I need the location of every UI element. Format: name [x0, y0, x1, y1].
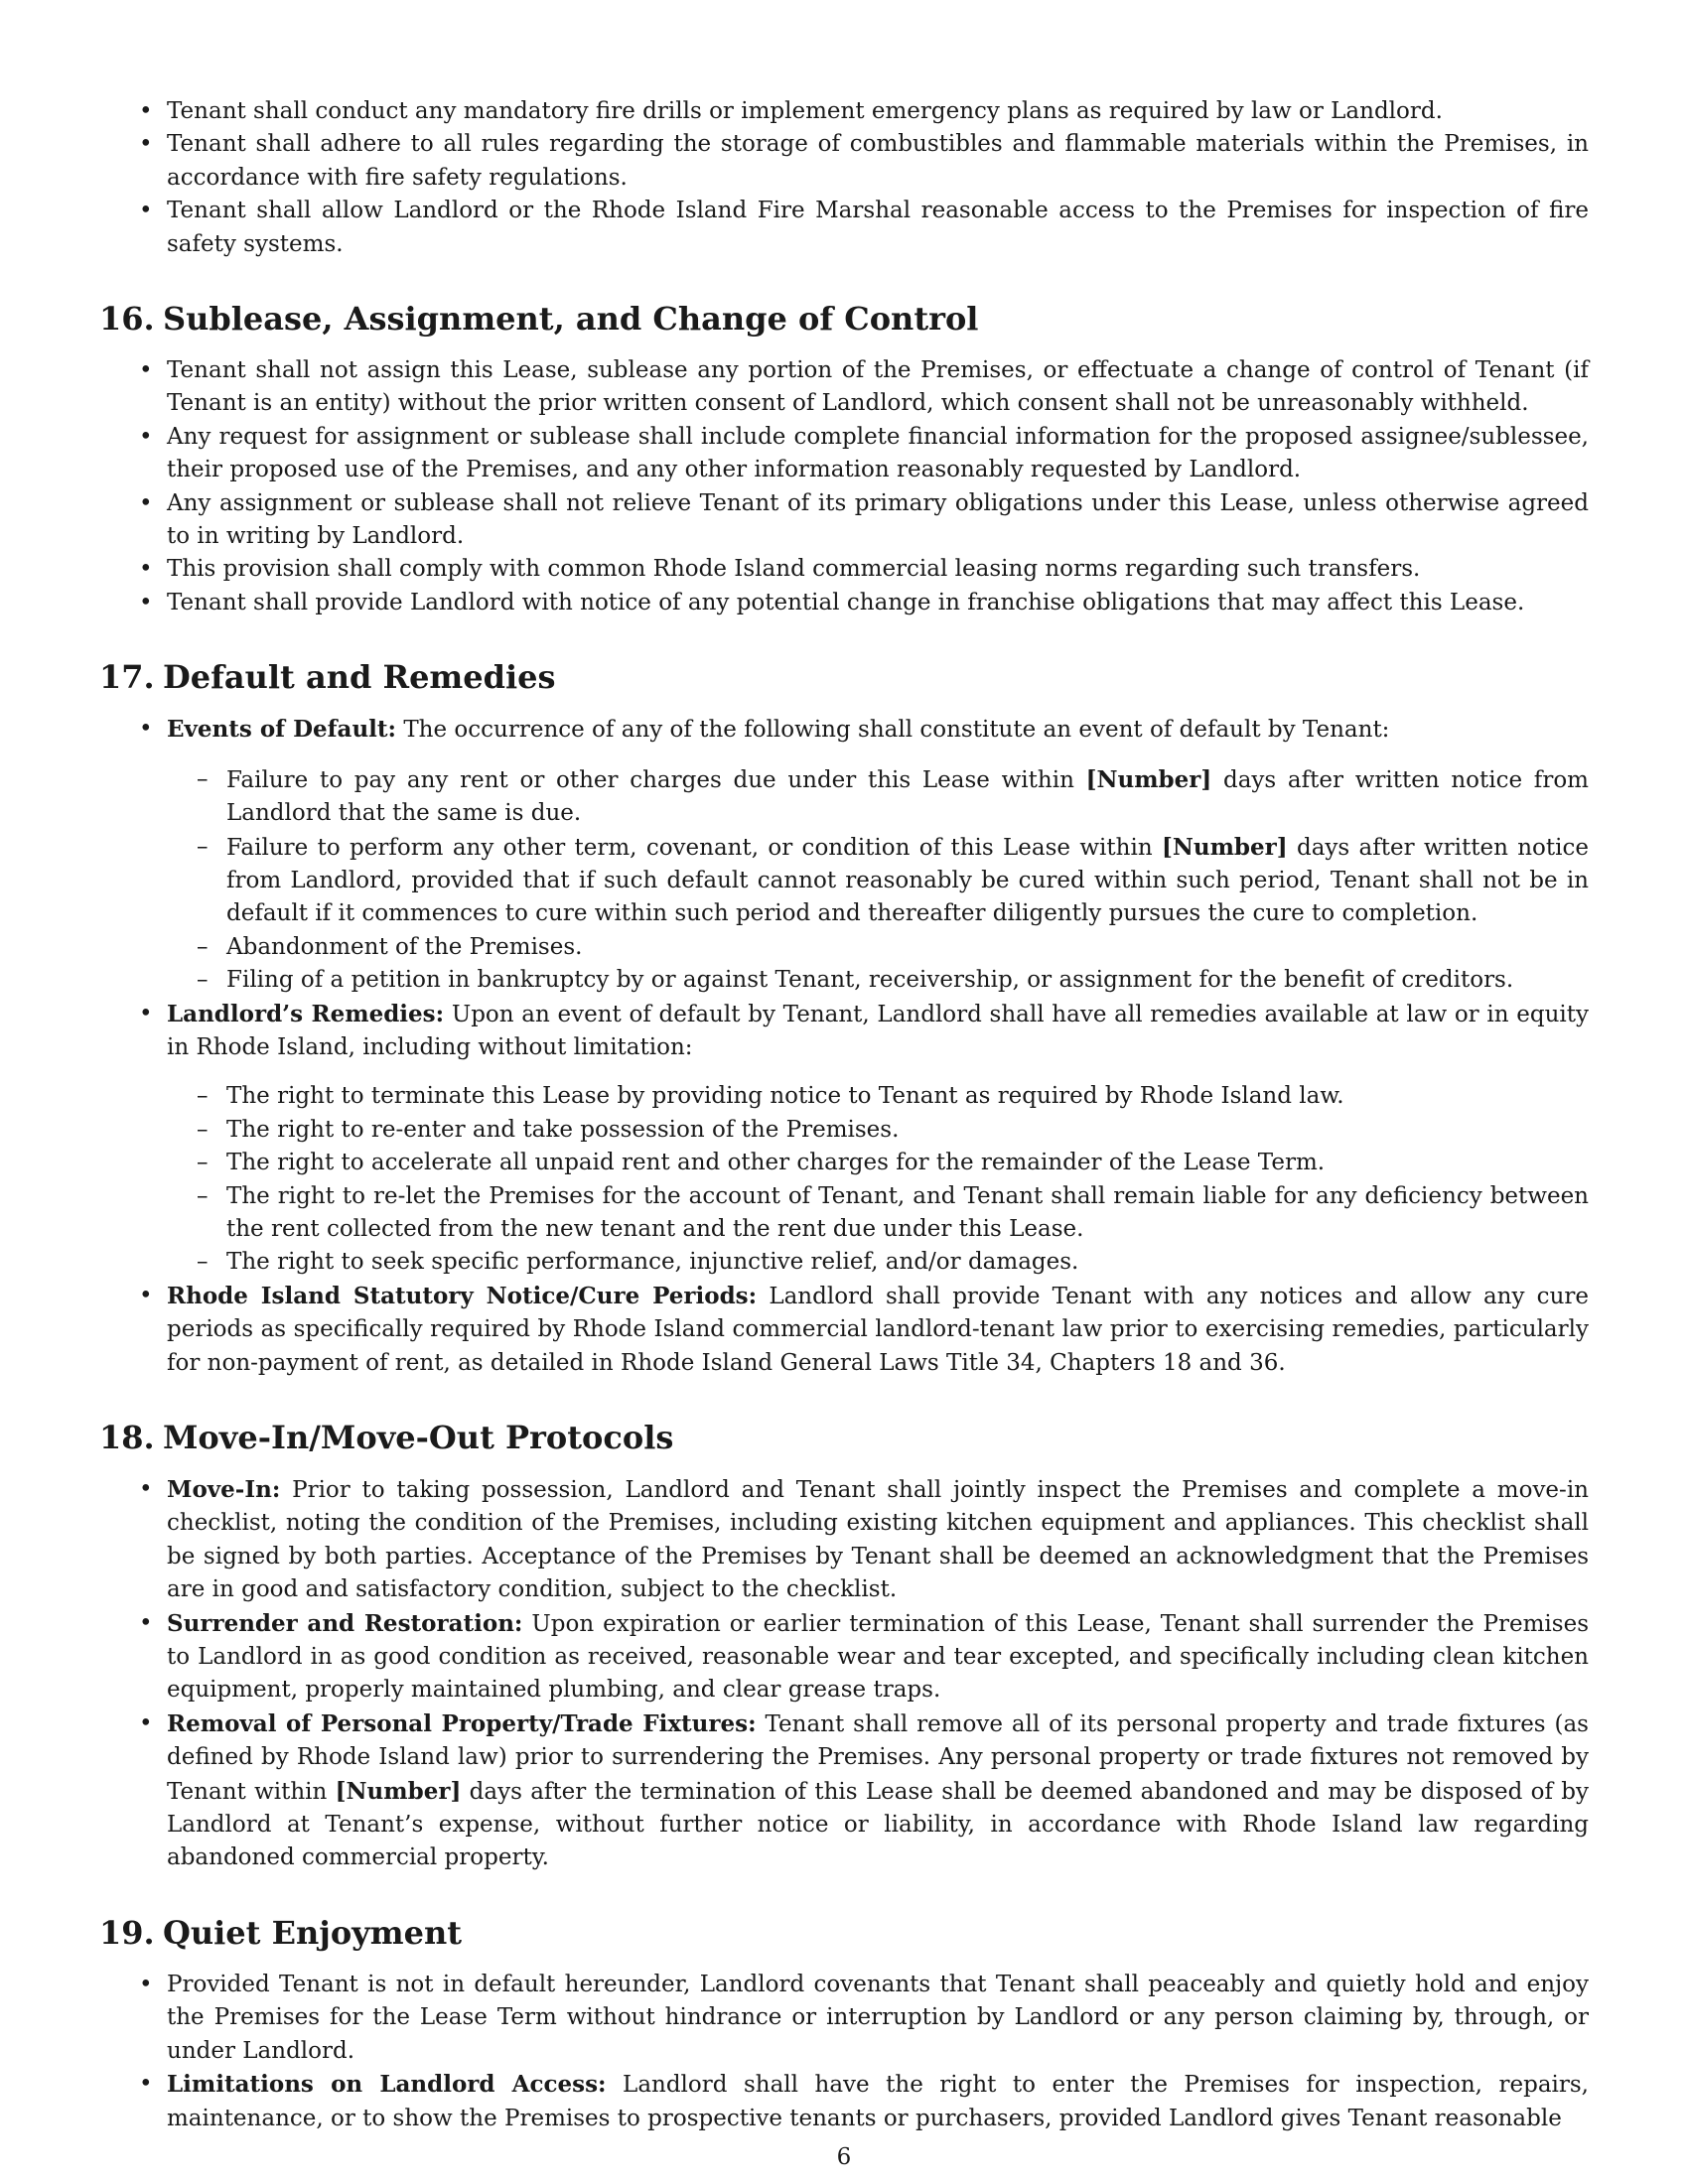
list-item: • Provided Tenant is not in default hereunder, Landlord covenants that Tenant shall peaceably and quietly hold and enjoy the Premises for the Lease Term without hindrance or interruption by Landlord or any person claiming by, through, or under Landlord.	[99, 1969, 1589, 2068]
section-16	[99, 299, 1589, 619]
section-19	[99, 1913, 1589, 2135]
section-title: Move-In/Move-Out Protocols	[163, 1419, 674, 1456]
section-number: 17.	[99, 658, 155, 697]
bold-label: Move-In:	[167, 1476, 281, 1503]
sub-list-item: – The right to accelerate all unpaid rent and other charges for the remainder of the Lease Term.	[167, 1147, 1589, 1179]
placeholder-number: [Number]	[1085, 765, 1212, 793]
section-title: Sublease, Assignment, and Change of Control	[163, 300, 979, 339]
bold-label: Landlord’s Remedies:	[167, 1000, 445, 1027]
item-text: days after written notice from Landlord, provided that if such default cannot reasonably be cured within such period, Tenant shall not be in default if it commences to cure within such period and thereafter diligently pursues the cure to completion.	[226, 834, 1589, 927]
list-item-surrender	[99, 1607, 1589, 1707]
sub-list-item: – The right to re-let the Premises for the account of Tenant, and Tenant shall remain liable for any deficiency between the rent collected from the new tenant and the rent due under this Lease.	[167, 1180, 1589, 1247]
section-number: 18.	[99, 1419, 155, 1456]
fire-safety-list	[99, 95, 1589, 261]
bold-label: Removal of Personal Property/Trade Fixtures:	[167, 1709, 757, 1737]
item-text: Tenant shall remove all of its personal property and trade fixtures (as defined by Rhode Island law) prior to surrendering the Premises. Any personal property or trade fixtures not removed by Tenant within	[167, 1710, 1589, 1805]
bold-label: Surrender and Restoration:	[167, 1609, 523, 1637]
section-title: Quiet Enjoyment	[163, 1913, 463, 1952]
events-sublist	[167, 763, 1589, 998]
list-item-statutory-notice	[99, 1280, 1589, 1380]
section-19-list	[99, 1969, 1589, 2135]
sub-list-item: – The right to terminate this Lease by providing notice to Tenant as required by Rhode Island law.	[167, 1080, 1589, 1113]
item-text: Failure to pay any rent or other charges due under this Lease within	[226, 766, 1086, 793]
item-text: Landlord shall provide Tenant with any notices and allow any cure periods as specifically required by Rhode Island commercial landlord-tenant law prior to exercising remedies, particularly for non-payment of rent, as detailed in Rhode Island General Laws Title 34, Chapters 18 and 36.	[167, 1283, 1589, 1376]
item-text: Landlord shall have the right to enter the Premises for inspection, repairs, maintenance, or to show the Premises to prospective tenants or purchasers, provided Landlord gives Tenant reasonable	[167, 2072, 1589, 2131]
list-item-landlord-access	[99, 2068, 1589, 2135]
list-item: • Tenant shall allow Landlord or the Rhode Island Fire Marshal reasonable access to the Premises for inspection of fire safety systems.	[99, 195, 1589, 261]
bold-label: Limitations on Landlord Access:	[167, 2071, 607, 2099]
section-16-list	[99, 354, 1589, 619]
bold-label: Events of Default:	[167, 716, 397, 744]
list-item: • Any request for assignment or sublease shall include complete financial information for the proposed assignee/sublessee, their proposed use of the Premises, and any other information reasonably requested by Landlord.	[99, 421, 1589, 487]
section-18-list	[99, 1473, 1589, 1875]
item-text: days after the termination of this Lease shall be deemed abandoned and may be disposed of by Landlord at Tenant’s expense, without further notice or liability, in accordance with Rhode Island law regarding abandoned commercial property.	[167, 1778, 1589, 1871]
section-title: Default and Remedies	[163, 658, 556, 697]
section-heading	[99, 1913, 1589, 1953]
page-content	[99, 95, 1589, 2135]
section-number: 19.	[99, 1913, 155, 1952]
list-item: • Tenant shall not assign this Lease, sublease any portion of the Premises, or effectuate a change of control of Tenant (if Tenant is an entity) without the prior written consent of Landlord, which consent shall not be unreasonably withheld.	[99, 354, 1589, 421]
section-17	[99, 657, 1589, 1380]
placeholder-number: [Number]	[1161, 833, 1288, 861]
bold-label: Rhode Island Statutory Notice/Cure Periods:	[167, 1282, 758, 1309]
list-item: • Tenant shall provide Landlord with notice of any potential change in franchise obligations that may affect this Lease.	[99, 587, 1589, 619]
item-text: Failure to perform any other term, covenant, or condition of this Lease within	[226, 834, 1162, 861]
item-text: Upon expiration or earlier termination of this Lease, Tenant shall surrender the Premises to Landlord in as good condition as received, reasonable wear and tear excepted, and specifically including clean kitchen equipment, properly maintained plumbing, and clear grease traps.	[167, 1610, 1590, 1704]
sub-list-item: – Filing of a petition in bankruptcy by or against Tenant, receivership, or assignment for the benefit of creditors.	[167, 964, 1589, 997]
item-text: The occurrence of any of the following shall constitute an event of default by Tenant:	[396, 717, 1390, 744]
page-number: 6	[836, 2144, 852, 2170]
item-text: days after written notice from Landlord that the same is due.	[226, 766, 1589, 827]
list-item: • Tenant shall conduct any mandatory fire drills or implement emergency plans as required by law or Landlord.	[99, 95, 1589, 128]
section-17-list	[99, 713, 1589, 1380]
sub-list-item: – The right to re-enter and take possession of the Premises.	[167, 1114, 1589, 1147]
placeholder-number: [Number]	[335, 1777, 462, 1805]
section-heading	[99, 1418, 1589, 1457]
section-heading	[99, 657, 1589, 697]
list-item-removal	[99, 1707, 1589, 1875]
sub-list-item: – Abandonment of the Premises.	[167, 931, 1589, 964]
list-item: • Tenant shall adhere to all rules regarding the storage of combustibles and flammable materials within the Premises, in accordance with fire safety regulations.	[99, 128, 1589, 195]
remedies-sublist	[167, 1080, 1589, 1279]
list-item-events-of-default	[99, 713, 1589, 997]
list-item: • Any assignment or sublease shall not relieve Tenant of its primary obligations under this Lease, unless otherwise agreed to in writing by Landlord.	[99, 487, 1589, 554]
list-item: • This provision shall comply with common Rhode Island commercial leasing norms regarding such transfers.	[99, 553, 1589, 586]
sub-list-item	[167, 831, 1589, 931]
section-heading	[99, 299, 1589, 339]
sub-list-item	[167, 763, 1589, 831]
section-18	[99, 1418, 1589, 1875]
list-item-move-in	[99, 1473, 1589, 1607]
item-text: Prior to taking possession, Landlord and Tenant shall jointly inspect the Premises and complete a move-in checklist, noting the condition of the Premises, including existing kitchen equipment and appliances. This checklist shall be signed by both parties. Acceptance of the Premises by Tenant shall be deemed an acknowledgment that the Premises are in good and satisfactory condition, subject to the checklist.	[167, 1477, 1589, 1603]
sub-list-item: – The right to seek specific performance, injunctive relief, and/or damages.	[167, 1246, 1589, 1279]
item-text: Upon an event of default by Tenant, Landlord shall have all remedies available at law or in equity in Rhode Island, including without limitation:	[167, 1001, 1589, 1060]
list-item-landlords-remedies	[99, 998, 1589, 1280]
section-number: 16.	[99, 300, 155, 339]
